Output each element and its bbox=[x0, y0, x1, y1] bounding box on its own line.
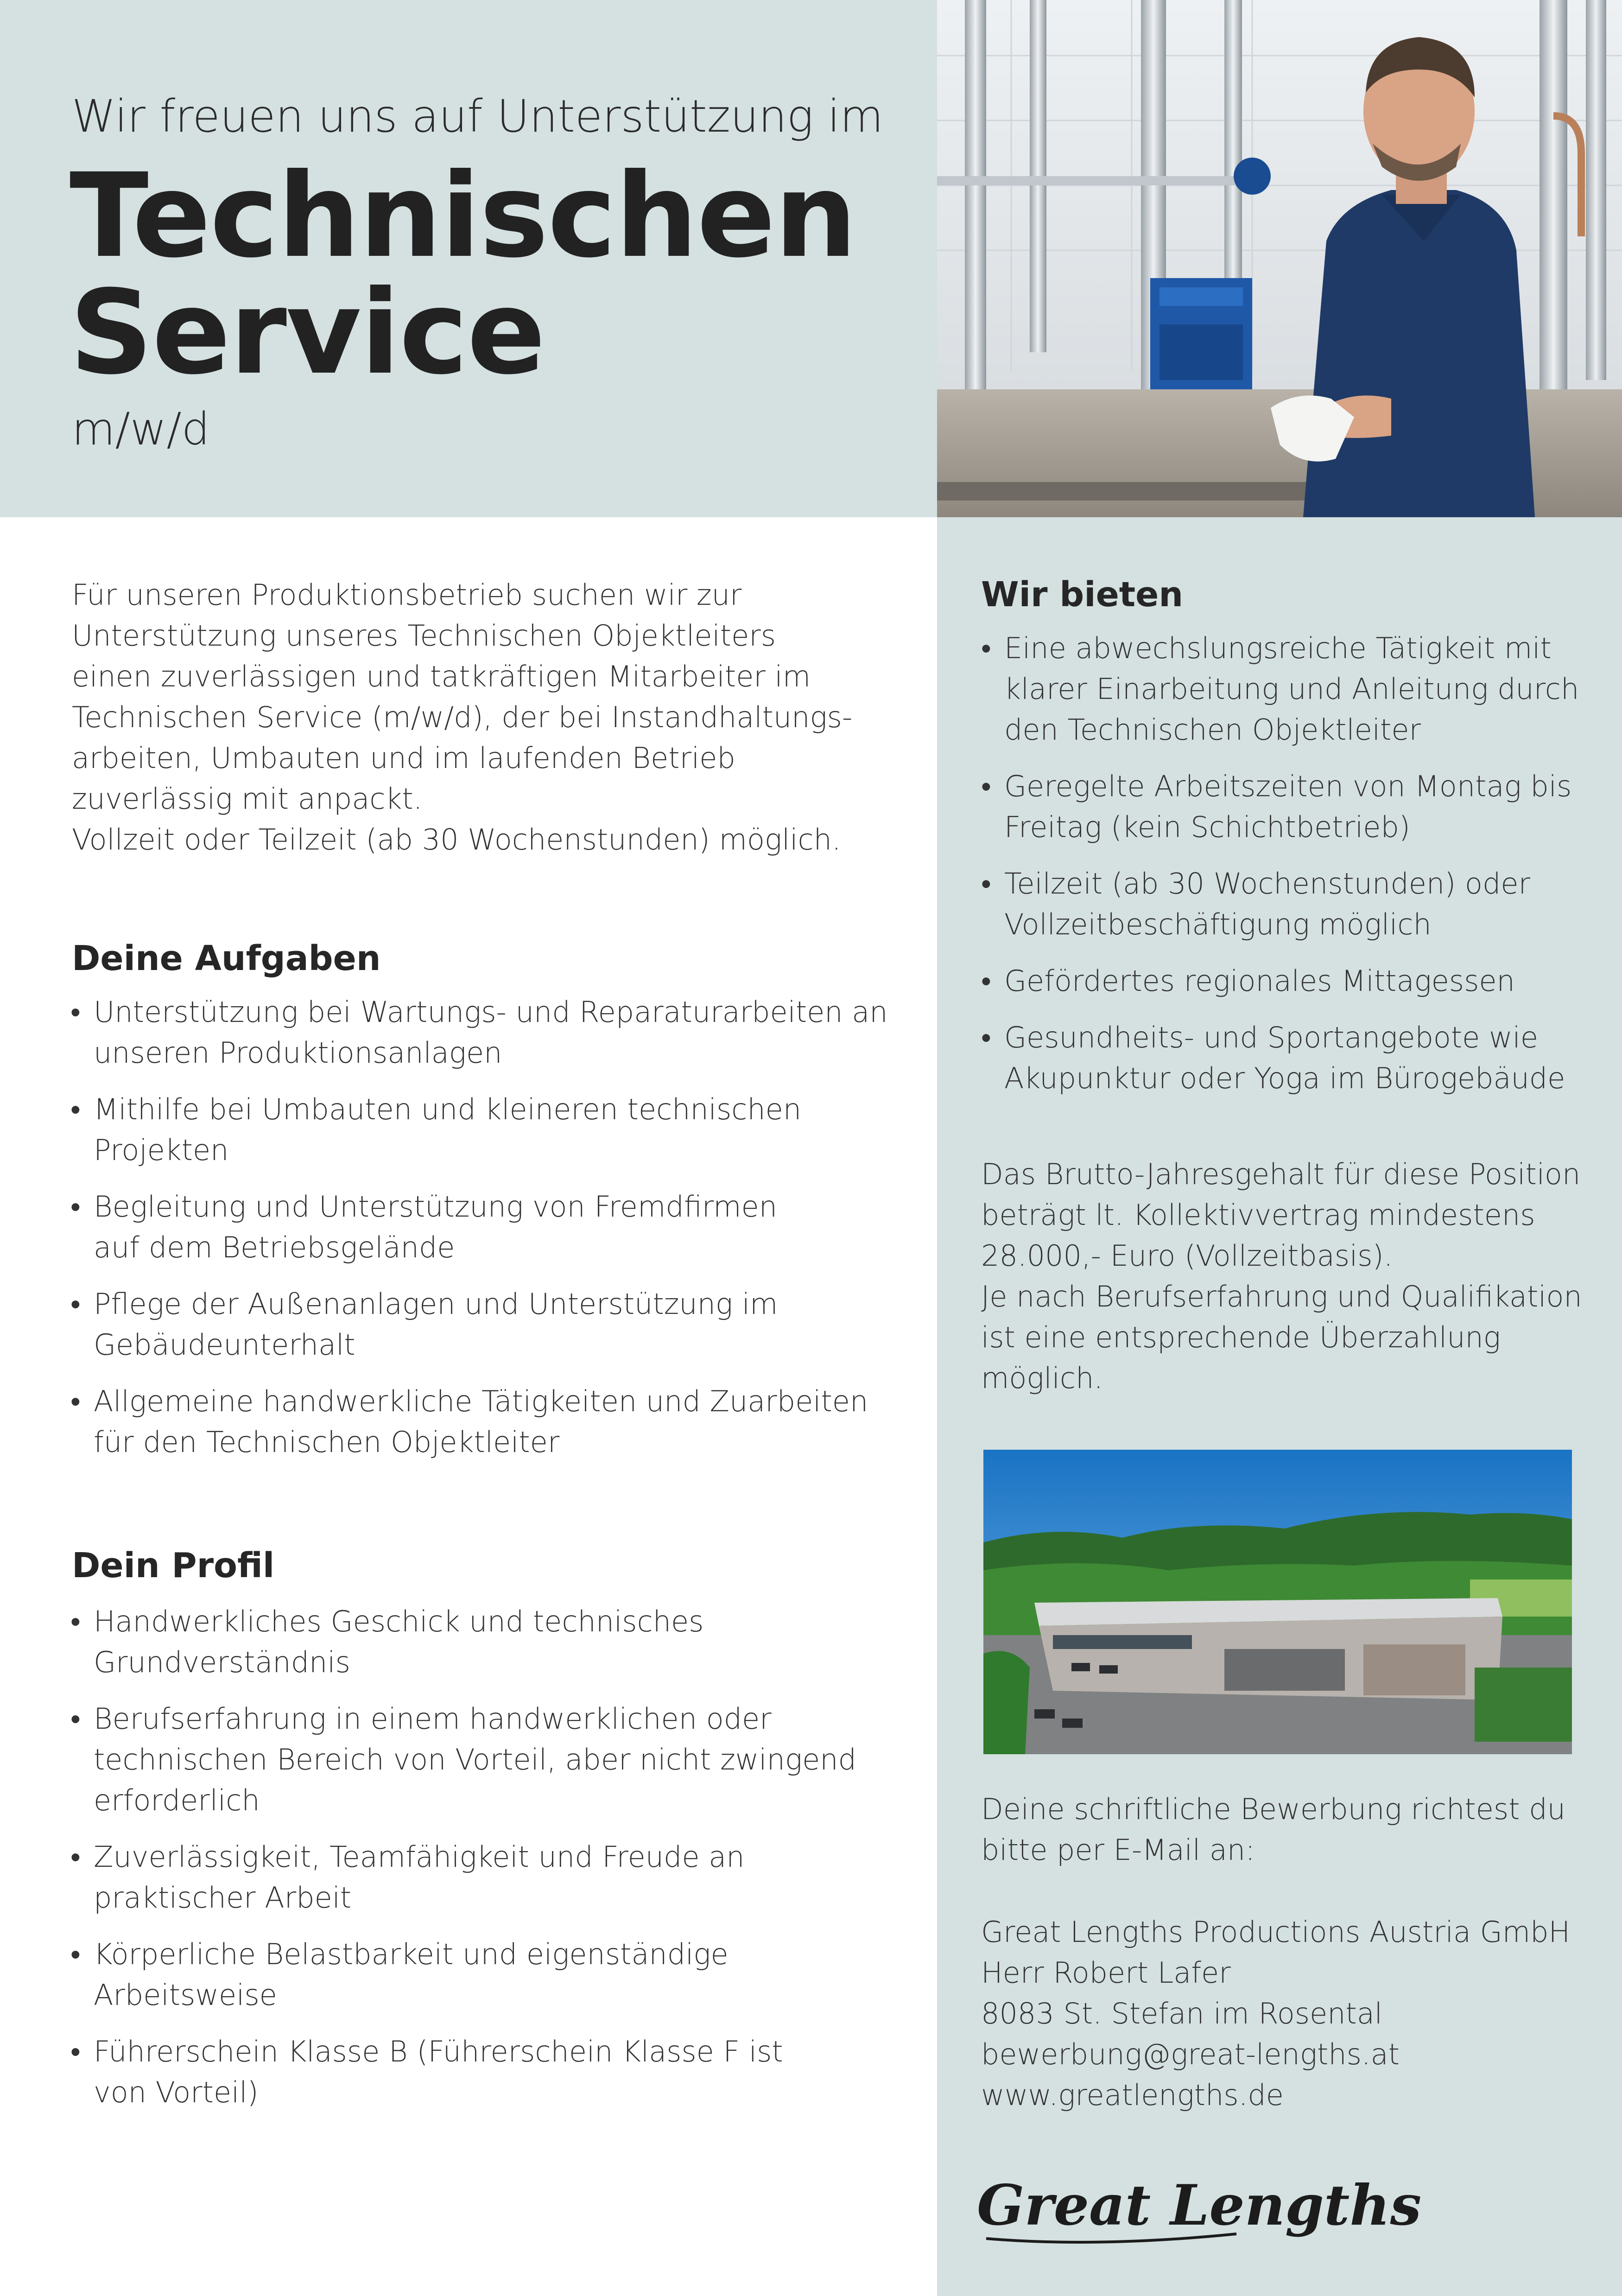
item-line: praktischer Arbeit bbox=[94, 1881, 352, 1915]
gender-note: m/w/d bbox=[72, 403, 210, 455]
great-lengths-logo bbox=[977, 2169, 1422, 2257]
contact-block bbox=[981, 1912, 1570, 2116]
intro-line: Technischen Service (m/w/d), der bei Instandhaltungs- bbox=[72, 700, 853, 734]
item-line: Akupunktur oder Yoga im Bürogebäude bbox=[1004, 1061, 1565, 1095]
item-line: • Pflege der Außenanlagen und Unterstützung im bbox=[94, 1287, 778, 1321]
list-item bbox=[70, 1381, 888, 1463]
intro-line: Wir freuen uns auf Unterstützung im bbox=[72, 90, 883, 142]
item-line: • Unterstützung bei Wartungs- und Reparaturarbeiten an bbox=[94, 995, 888, 1029]
logo-wordmark: Great Lengths bbox=[977, 2173, 1422, 2238]
item-line: • Gefördertes regionales Mittagessen bbox=[1004, 964, 1515, 998]
salary-line: 28.000,- Euro (Vollzeitbasis). bbox=[981, 1239, 1393, 1273]
intro-line: arbeiten, Umbauten und im laufenden Betrieb bbox=[72, 741, 735, 775]
page-title bbox=[70, 148, 856, 400]
list-item bbox=[981, 863, 1579, 945]
title-line-2: Service bbox=[70, 265, 545, 400]
salary-line: Je nach Berufserfahrung und Qualifikation bbox=[981, 1280, 1582, 1313]
item-line: • Teilzeit (ab 30 Wochenstunden) oder bbox=[1004, 867, 1530, 901]
list-item bbox=[70, 1186, 888, 1268]
list-item bbox=[70, 1837, 856, 1918]
contact-website-link[interactable]: www.greatlengths.de bbox=[981, 2078, 1284, 2112]
intro-line: Für unseren Produktionsbetrieb suchen wir zur bbox=[72, 578, 742, 612]
application-line: Deine schriftliche Bewerbung richtest du bbox=[981, 1792, 1565, 1826]
item-line: • Führerschein Klasse B (Führerschein Klasse F ist bbox=[94, 2035, 783, 2068]
building-photo bbox=[983, 1450, 1572, 1754]
list-item bbox=[70, 992, 888, 1073]
item-line: Grundverständnis bbox=[94, 1645, 350, 1679]
item-line: • Handwerkliches Geschick und technisches bbox=[94, 1605, 704, 1638]
list-item bbox=[70, 1284, 888, 1365]
list-item bbox=[70, 1934, 856, 2016]
title-line-1: Technischen bbox=[70, 148, 856, 283]
list-item bbox=[70, 1699, 856, 1821]
salary-line: möglich. bbox=[981, 1361, 1103, 1395]
item-line: Freitag (kein Schichtbetrieb) bbox=[1004, 810, 1410, 844]
list-item bbox=[981, 961, 1579, 1002]
list-item bbox=[981, 766, 1579, 848]
contact-company: Great Lengths Productions Austria GmbH bbox=[981, 1915, 1571, 1949]
list-item bbox=[70, 1601, 856, 1683]
list-item bbox=[70, 1089, 888, 1171]
contact-email-link[interactable]: bewerbung@great-lengths.at bbox=[981, 2037, 1400, 2071]
application-paragraph bbox=[981, 1789, 1565, 1871]
salary-line: ist eine entsprechende Überzahlung bbox=[981, 1320, 1501, 1354]
salary-line: Das Brutto-Jahresgehalt für diese Position bbox=[981, 1157, 1581, 1191]
intro-line: Vollzeit oder Teilzeit (ab 30 Wochenstunden) möglich. bbox=[72, 823, 841, 856]
item-line: Arbeitsweise bbox=[94, 1978, 277, 2012]
item-line: • Mithilfe bei Umbauten und kleineren technischen bbox=[94, 1092, 802, 1126]
aufgaben-heading: Deine Aufgaben bbox=[72, 939, 381, 978]
item-line: • Berufserfahrung in einem handwerklichen oder bbox=[94, 1702, 772, 1736]
salary-line: beträgt lt. Kollektivvertrag mindestens bbox=[981, 1198, 1535, 1232]
bieten-heading: Wir bieten bbox=[981, 575, 1184, 615]
item-line: • Begleitung und Unterstützung von Fremdfirmen bbox=[94, 1190, 777, 1224]
item-line: • Eine abwechslungsreiche Tätigkeit mit bbox=[1004, 631, 1552, 665]
profil-heading: Dein Profil bbox=[72, 1546, 275, 1586]
list-item bbox=[70, 2031, 856, 2113]
intro-line: einen zuverlässigen und tatkräftigen Mitarbeiter im bbox=[72, 660, 811, 693]
item-line: • Körperliche Belastbarkeit und eigenständige bbox=[94, 1937, 729, 1971]
item-line: den Technischen Objektleiter bbox=[1004, 713, 1421, 747]
item-line: auf dem Betriebsgelände bbox=[94, 1230, 455, 1264]
technician-photo bbox=[937, 0, 1622, 517]
profil-list bbox=[70, 1601, 856, 2113]
item-line: erforderlich bbox=[94, 1783, 260, 1817]
item-line: Gebäudeunterhalt bbox=[94, 1328, 355, 1362]
item-line: von Vorteil) bbox=[94, 2075, 259, 2109]
item-line: • Allgemeine handwerkliche Tätigkeiten und Zuarbeiten bbox=[94, 1384, 868, 1418]
item-line: Vollzeitbeschäftigung möglich bbox=[1004, 907, 1432, 941]
item-line: • Zuverlässigkeit, Teamfähigkeit und Freude an bbox=[94, 1840, 745, 1874]
intro-line: Unterstützung unseres Technischen Objektleiters bbox=[72, 619, 776, 653]
aufgaben-list bbox=[70, 992, 888, 1463]
application-line: bitte per E-Mail an: bbox=[981, 1833, 1255, 1867]
contact-person: Herr Robert Lafer bbox=[981, 1956, 1231, 1990]
item-line: unseren Produktionsanlagen bbox=[94, 1036, 502, 1070]
item-line: klarer Einarbeitung und Anleitung durch bbox=[1004, 672, 1579, 706]
item-line: • Gesundheits- und Sportangebote wie bbox=[1004, 1021, 1539, 1054]
contact-address: 8083 St. Stefan im Rosental bbox=[981, 1997, 1383, 2030]
salary-paragraph bbox=[981, 1154, 1582, 1399]
item-line: technischen Bereich von Vorteil, aber nicht zwingend bbox=[94, 1743, 856, 1776]
intro-paragraph bbox=[72, 575, 852, 860]
item-line: Projekten bbox=[94, 1133, 229, 1167]
item-line: für den Technischen Objektleiter bbox=[94, 1425, 560, 1459]
item-line: • Geregelte Arbeitszeiten von Montag bis bbox=[1004, 769, 1572, 803]
list-item bbox=[981, 628, 1579, 750]
list-item bbox=[981, 1017, 1579, 1099]
bieten-list bbox=[981, 628, 1579, 1099]
intro-line: zuverlässig mit anpackt. bbox=[72, 782, 423, 816]
